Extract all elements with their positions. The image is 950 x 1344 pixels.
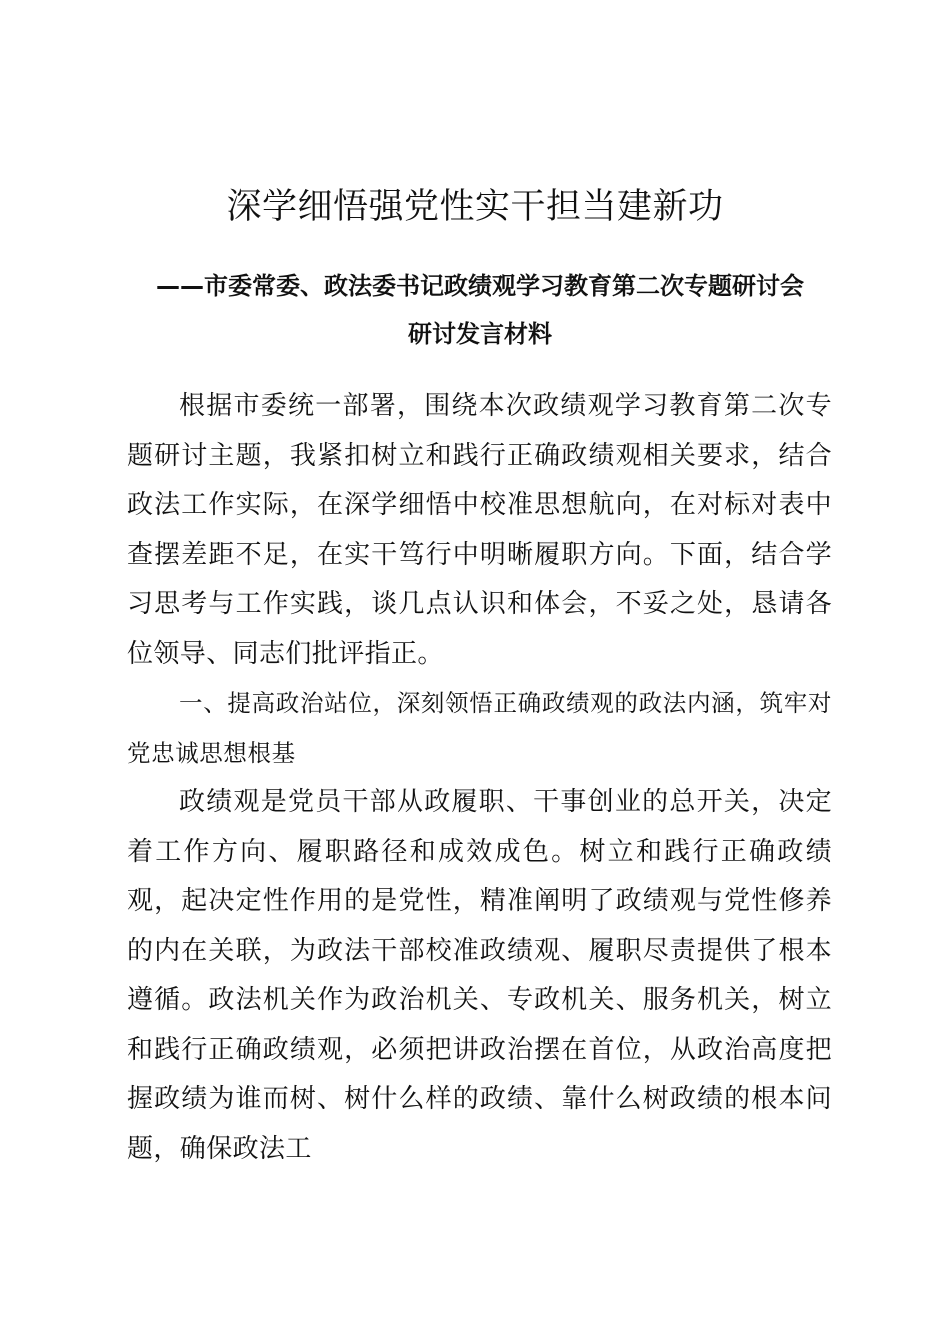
document-title: 深学细悟强党性实干担当建新功 (226, 187, 724, 227)
body-paragraph: 政绩观是党员干部从政履职、干事创业的总开关，决定着工作方向、履职路径和成效成色。树立和践行正确政绩观，起决定性作用的是党性，精准阐明了政绩观与党性修养的内在关联，为政法干部校准政绩观、履职尽责提供了根本遵循。政法机关作为政治机关、专政机关、服务机关，树立和践行正确政绩观，必须把讲政治摆在首位，从政治高度把握政绩为谁而树、树什么样的政绩、靠什么树政绩的根本问题，确保政法工 (127, 787, 832, 1164)
section-heading-1: 一、提高政治站位，深刻领悟正确政绩观的政法内涵，筑牢对党忠诚思想根基 (127, 689, 832, 767)
intro-paragraph: 根据市委统一部署，围绕本次政绩观学习教育第二次专题研讨主题，我紧扣树立和践行正确政绩观相关要求，结合政法工作实际，在深学细悟中校准思想航向，在对标对表中查摆差距不足，在实干笃行中明晰履职方向。下面，结合学习思考与工作实践，谈几点认识和体会，不妥之处，恳请各位领导、同志们批评指正。 (127, 391, 832, 669)
document-body (127, 382, 832, 1174)
document-subtitle (120, 262, 840, 358)
subtitle-line-1: ——市委常委、政法委书记政绩观学习教育第二次专题研讨会 (156, 272, 804, 300)
subtitle-line-2: 研讨发言材料 (408, 320, 552, 348)
